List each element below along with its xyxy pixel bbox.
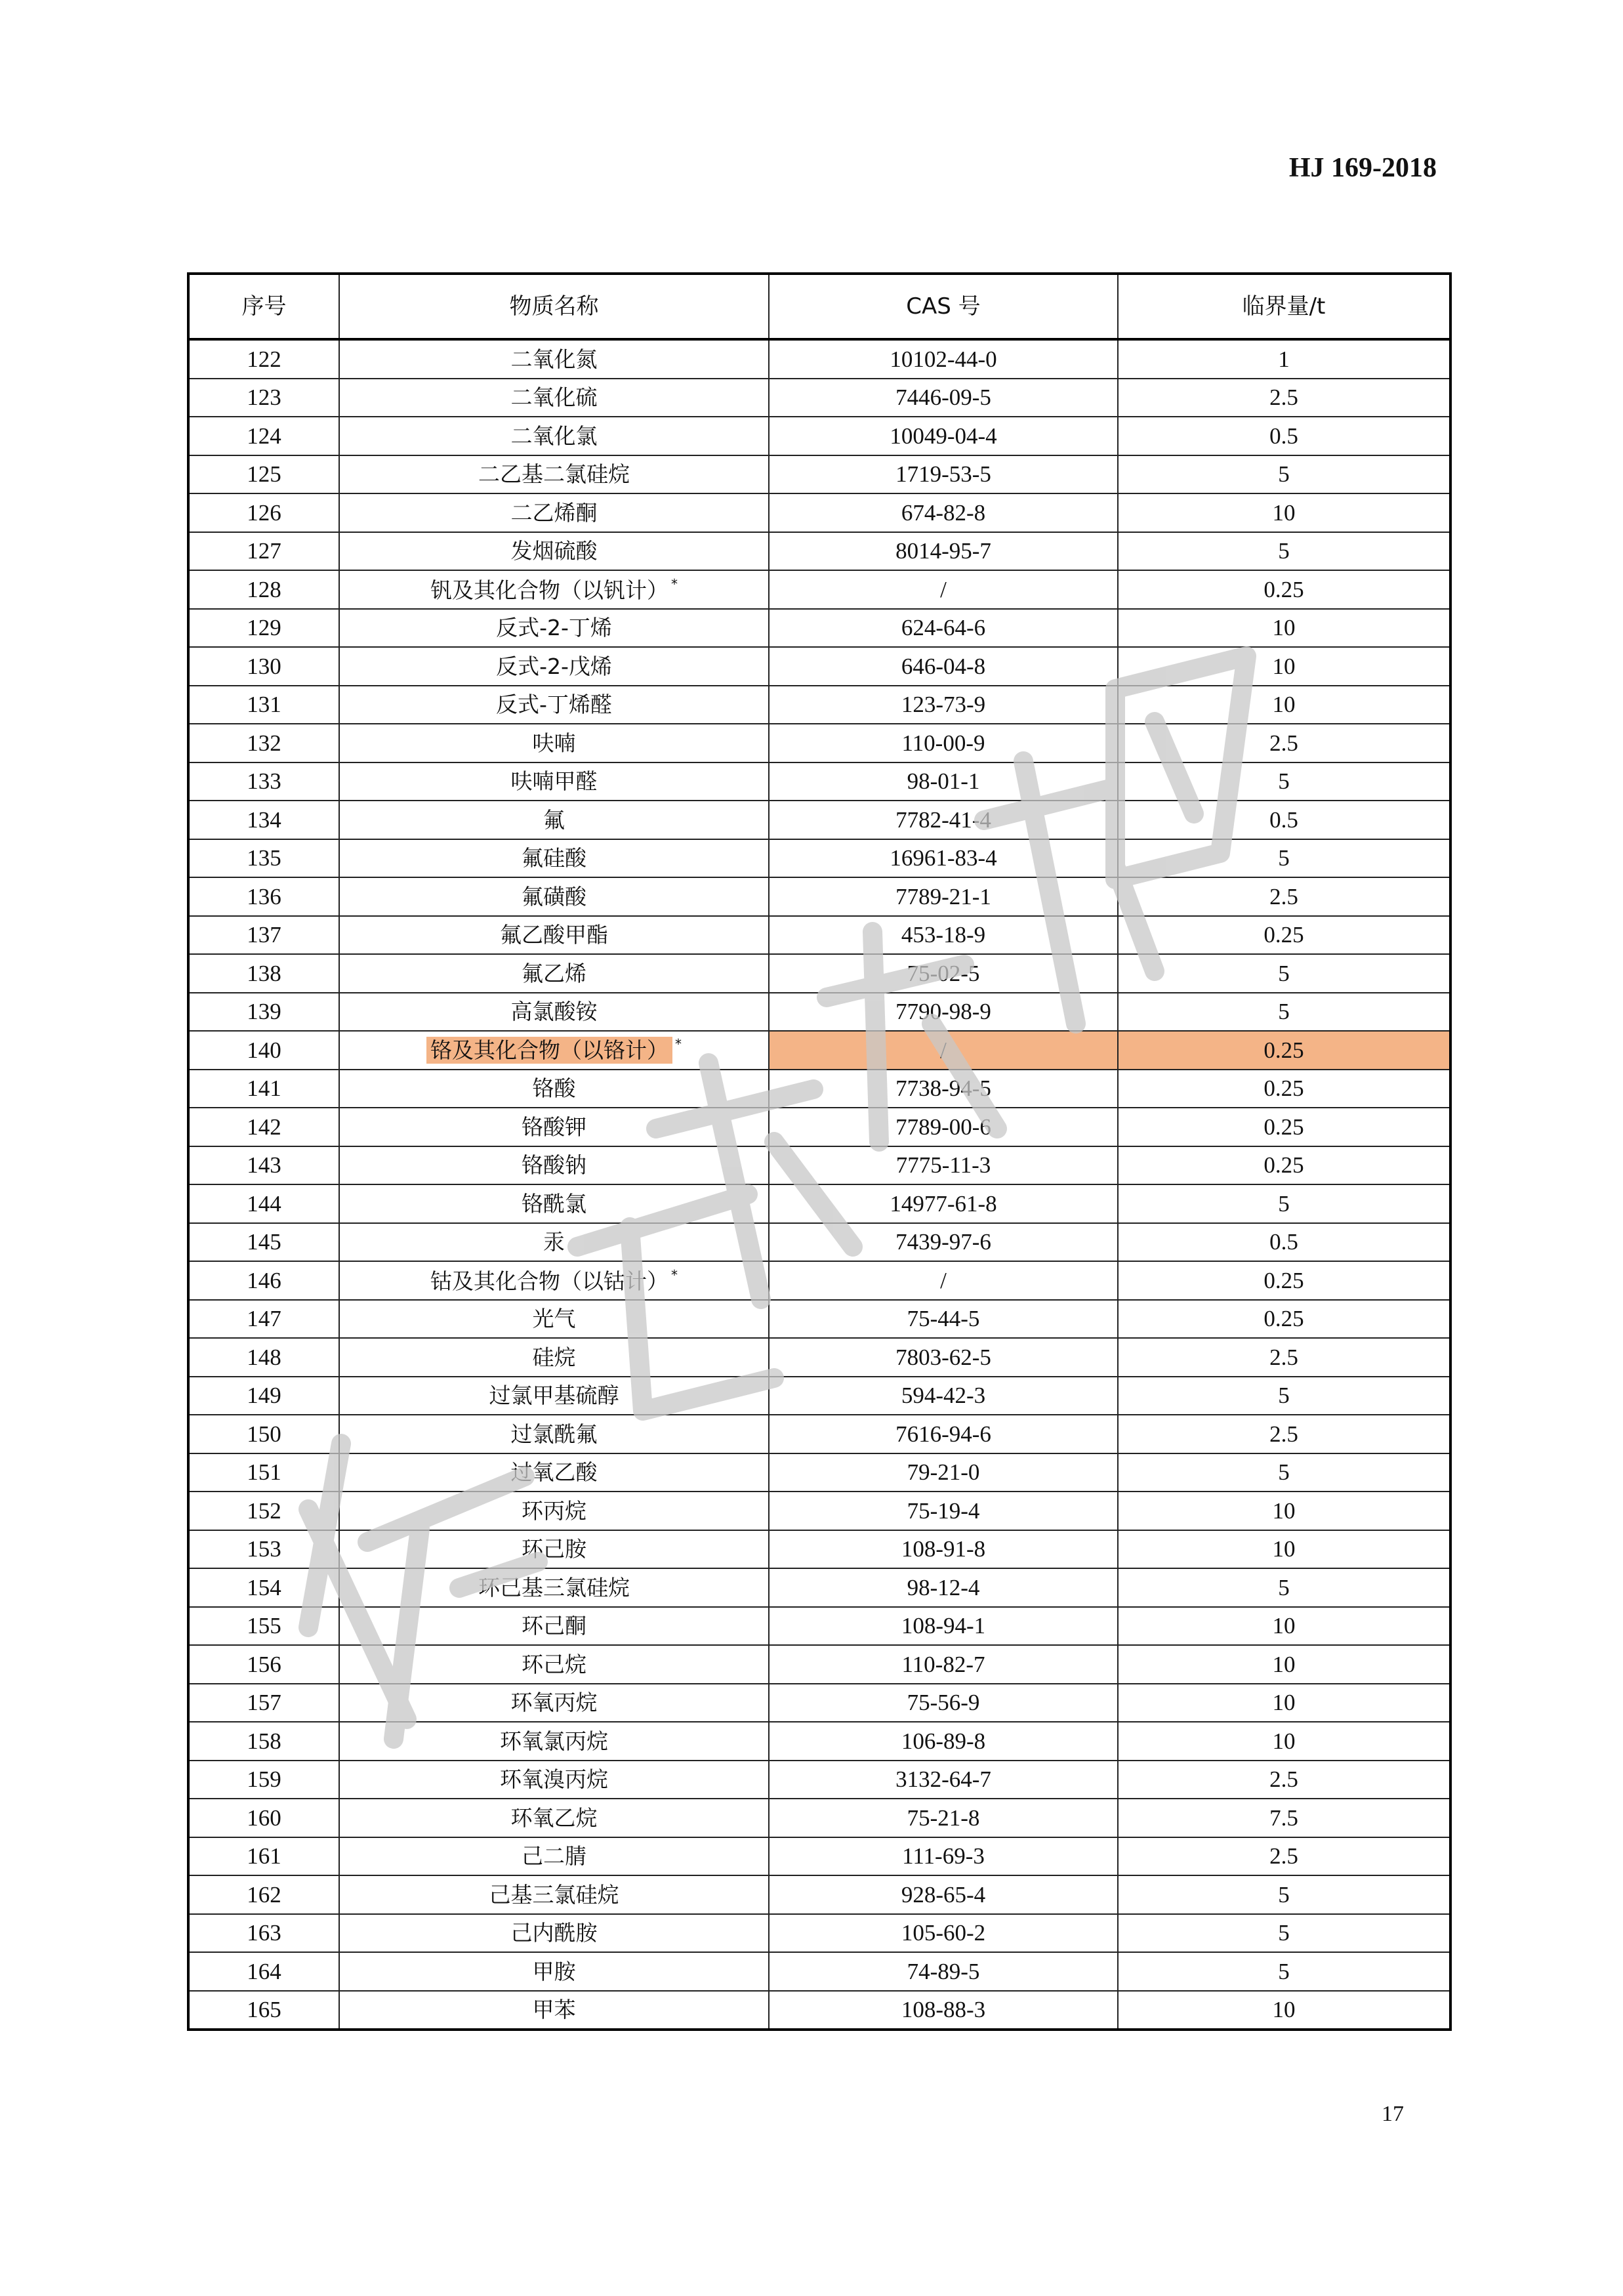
- threshold-quantity-cell: 0.5: [1118, 1223, 1450, 1262]
- cas-number-cell: 123-73-9: [769, 686, 1118, 724]
- threshold-quantity-cell: 0.25: [1118, 1108, 1450, 1146]
- serial-number-cell: 159: [188, 1761, 339, 1799]
- serial-number-cell: 131: [188, 686, 339, 724]
- table-row: [188, 1645, 1450, 1684]
- threshold-quantity-cell: 10: [1118, 1492, 1450, 1530]
- header-threshold-quantity: 临界量/t: [1118, 274, 1450, 339]
- table-row: [188, 1377, 1450, 1415]
- substance-name-cell: [339, 1338, 769, 1377]
- threshold-quantity-cell: 0.25: [1118, 1300, 1450, 1339]
- substance-name-cell: [339, 877, 769, 916]
- substance-name-text: 环己胺: [522, 1536, 586, 1562]
- threshold-quantity-cell: 10: [1118, 1722, 1450, 1761]
- footnote-marker: *: [675, 1035, 682, 1052]
- serial-number-cell: 148: [188, 1338, 339, 1377]
- threshold-quantity-cell: 2.5: [1118, 724, 1450, 762]
- substance-name-text: 铬酰氯: [522, 1190, 586, 1217]
- document-code: HJ 169-2018: [1288, 153, 1437, 183]
- table-row: [188, 455, 1450, 494]
- table-row: [188, 609, 1450, 648]
- cas-number-cell: 75-44-5: [769, 1300, 1118, 1339]
- table-row: [188, 1223, 1450, 1262]
- cas-number-cell: 7782-41-4: [769, 801, 1118, 839]
- cas-number-cell: 7616-94-6: [769, 1415, 1118, 1453]
- cas-number-cell: 1719-53-5: [769, 455, 1118, 494]
- serial-number-cell: 164: [188, 1952, 339, 1991]
- substance-name-text: 环己酮: [522, 1613, 586, 1639]
- serial-number-cell: 139: [188, 993, 339, 1032]
- substance-name-text: 呋喃: [532, 730, 576, 756]
- serial-number-cell: 161: [188, 1837, 339, 1876]
- serial-number-cell: 124: [188, 417, 339, 455]
- table-row: [188, 1261, 1450, 1300]
- page-number: 17: [1382, 2102, 1404, 2126]
- substance-name-cell: [339, 1453, 769, 1492]
- cas-number-cell: 10049-04-4: [769, 417, 1118, 455]
- cas-number-cell: /: [769, 570, 1118, 609]
- serial-number-cell: 150: [188, 1415, 339, 1453]
- threshold-quantity-cell: 5: [1118, 993, 1450, 1032]
- threshold-quantity-cell: 5: [1118, 1184, 1450, 1223]
- table-row: [188, 1492, 1450, 1530]
- table-row: [188, 1875, 1450, 1914]
- cas-number-cell: 75-56-9: [769, 1684, 1118, 1722]
- serial-number-cell: 123: [188, 379, 339, 417]
- substance-name-cell: [339, 1568, 769, 1607]
- cas-number-cell: 98-12-4: [769, 1568, 1118, 1607]
- substance-name-cell: [339, 1492, 769, 1530]
- table-row: [188, 724, 1450, 762]
- table-row: [188, 379, 1450, 417]
- substance-name-cell: [339, 1261, 769, 1300]
- substance-name-text: 环己基三氯硅烷: [478, 1574, 630, 1600]
- substance-name-cell: [339, 1722, 769, 1761]
- serial-number-cell: 144: [188, 1184, 339, 1223]
- serial-number-cell: 153: [188, 1530, 339, 1569]
- table-row: [188, 417, 1450, 455]
- substance-name-text: 铬酸钠: [522, 1152, 586, 1179]
- table-row: [188, 1146, 1450, 1185]
- threshold-quantity-cell: 5: [1118, 1952, 1450, 1991]
- table-row: [188, 570, 1450, 609]
- footnote-marker: *: [671, 576, 678, 593]
- substance-name-text: 二氧化氯: [510, 423, 598, 449]
- threshold-quantity-cell: 10: [1118, 686, 1450, 724]
- substance-name-cell: [339, 1108, 769, 1146]
- substance-name-cell: [339, 493, 769, 532]
- substance-name-cell: [339, 1377, 769, 1415]
- threshold-quantity-cell: 5: [1118, 455, 1450, 494]
- serial-number-cell: 135: [188, 839, 339, 878]
- serial-number-cell: 145: [188, 1223, 339, 1262]
- table-row: [188, 1184, 1450, 1223]
- substance-name-cell: [339, 647, 769, 686]
- substance-name-cell: [339, 1415, 769, 1453]
- threshold-quantity-cell: 10: [1118, 493, 1450, 532]
- substance-name-text: 己基三氯硅烷: [489, 1881, 619, 1908]
- substance-name-text: 环氧丙烷: [510, 1690, 598, 1716]
- substance-name-text: 二乙基二氯硅烷: [478, 461, 630, 488]
- substance-name-cell: [339, 993, 769, 1032]
- cas-number-cell: 7803-62-5: [769, 1338, 1118, 1377]
- threshold-quantity-cell: 0.25: [1118, 1031, 1450, 1070]
- threshold-quantity-cell: 10: [1118, 1684, 1450, 1722]
- serial-number-cell: 137: [188, 916, 339, 955]
- substance-name-cell: [339, 455, 769, 494]
- substance-name-text: 环氧乙烷: [510, 1805, 598, 1831]
- cas-number-cell: 674-82-8: [769, 493, 1118, 532]
- threshold-quantity-cell: 5: [1118, 839, 1450, 878]
- substance-name-cell: [339, 532, 769, 571]
- cas-number-cell: 75-21-8: [769, 1799, 1118, 1837]
- serial-number-cell: 125: [188, 455, 339, 494]
- serial-number-cell: 163: [188, 1914, 339, 1953]
- cas-number-cell: 7446-09-5: [769, 379, 1118, 417]
- table-row: [188, 1799, 1450, 1837]
- substance-name-text: 汞: [543, 1229, 565, 1255]
- header-substance-name: 物质名称: [339, 274, 769, 339]
- table-row: [188, 1761, 1450, 1799]
- substance-name-text: 甲胺: [532, 1958, 576, 1984]
- substance-name-text: 呋喃甲醛: [510, 768, 598, 795]
- serial-number-cell: 127: [188, 532, 339, 571]
- substance-name-text: 二氧化氮: [510, 346, 598, 372]
- threshold-quantity-cell: 10: [1118, 1991, 1450, 2030]
- threshold-quantity-cell: 2.5: [1118, 1338, 1450, 1377]
- serial-number-cell: 140: [188, 1031, 339, 1070]
- substance-name-text: 氟乙酸甲酯: [500, 922, 608, 948]
- substance-name-cell: [339, 1991, 769, 2030]
- substance-name-cell: [339, 1300, 769, 1339]
- serial-number-cell: 149: [188, 1377, 339, 1415]
- cas-number-cell: 108-88-3: [769, 1991, 1118, 2030]
- threshold-quantity-cell: 1: [1118, 339, 1450, 379]
- serial-number-cell: 155: [188, 1607, 339, 1646]
- cas-number-cell: 110-00-9: [769, 724, 1118, 762]
- substance-name-cell: [339, 1031, 769, 1070]
- threshold-quantity-cell: 10: [1118, 1530, 1450, 1569]
- cas-number-cell: 453-18-9: [769, 916, 1118, 955]
- substance-name-cell: [339, 1645, 769, 1684]
- header-serial-number: 序号: [188, 274, 339, 339]
- serial-number-cell: 130: [188, 647, 339, 686]
- substance-name-text: 环氧溴丙烷: [500, 1766, 608, 1793]
- cas-number-cell: 7775-11-3: [769, 1146, 1118, 1185]
- substance-name-cell: [339, 1837, 769, 1876]
- substance-name-text: 氟磺酸: [522, 883, 586, 909]
- threshold-quantity-cell: 5: [1118, 1377, 1450, 1415]
- substance-name-text: 铬酸: [532, 1075, 576, 1102]
- substance-name-cell: [339, 417, 769, 455]
- substance-name-cell: [339, 1875, 769, 1914]
- cas-number-cell: 108-91-8: [769, 1530, 1118, 1569]
- table-row: [188, 1684, 1450, 1722]
- substance-name-text: 环丙烷: [522, 1497, 586, 1524]
- substance-name-cell: [339, 1146, 769, 1185]
- cas-number-cell: 105-60-2: [769, 1914, 1118, 1953]
- serial-number-cell: 143: [188, 1146, 339, 1185]
- substance-name-cell: [339, 1761, 769, 1799]
- serial-number-cell: 147: [188, 1300, 339, 1339]
- substance-name-text: 钒及其化合物（以钒计）: [430, 577, 668, 604]
- threshold-quantity-cell: 10: [1118, 1645, 1450, 1684]
- serial-number-cell: 133: [188, 762, 339, 801]
- serial-number-cell: 134: [188, 801, 339, 839]
- substance-name-text: 己内酰胺: [510, 1920, 598, 1946]
- substance-name-text: 高氯酸铵: [510, 999, 598, 1025]
- substance-name-cell: [339, 1952, 769, 1991]
- substance-name-cell: [339, 686, 769, 724]
- substance-name-cell: [339, 801, 769, 839]
- substance-name-text: 过氧乙酸: [510, 1459, 598, 1486]
- substance-name-cell: [339, 1607, 769, 1646]
- serial-number-cell: 146: [188, 1261, 339, 1300]
- table-row: [188, 1415, 1450, 1453]
- serial-number-cell: 157: [188, 1684, 339, 1722]
- threshold-quantity-cell: 10: [1118, 1607, 1450, 1646]
- threshold-quantity-cell: 2.5: [1118, 379, 1450, 417]
- cas-number-cell: /: [769, 1031, 1118, 1070]
- substance-name-cell: [339, 839, 769, 878]
- substance-name-cell: [339, 1223, 769, 1262]
- substance-name-cell: [339, 916, 769, 955]
- threshold-quantity-cell: 0.5: [1118, 417, 1450, 455]
- cas-number-cell: 928-65-4: [769, 1875, 1118, 1914]
- substance-name-text: 氟乙烯: [522, 960, 586, 986]
- substance-name-text: 反式-2-丁烯: [496, 615, 612, 641]
- substance-name-cell: [339, 339, 769, 379]
- table-row: [188, 1300, 1450, 1339]
- serial-number-cell: 128: [188, 570, 339, 609]
- table-row: [188, 1722, 1450, 1761]
- table-row: [188, 1568, 1450, 1607]
- substance-name-text: 氟: [543, 806, 565, 833]
- substance-name-cell: [339, 1684, 769, 1722]
- serial-number-cell: 126: [188, 493, 339, 532]
- substance-name-cell: [339, 1184, 769, 1223]
- threshold-quantity-cell: 5: [1118, 1453, 1450, 1492]
- cas-number-cell: 3132-64-7: [769, 1761, 1118, 1799]
- table-row: [188, 1108, 1450, 1146]
- substance-name-text: 己二腈: [522, 1843, 586, 1869]
- serial-number-cell: 160: [188, 1799, 339, 1837]
- threshold-quantity-cell: 2.5: [1118, 1837, 1450, 1876]
- footnote-marker: *: [671, 1267, 678, 1284]
- serial-number-cell: 152: [188, 1492, 339, 1530]
- threshold-quantity-cell: 5: [1118, 1568, 1450, 1607]
- substance-name-text: 甲苯: [532, 1997, 576, 2023]
- cas-number-cell: 10102-44-0: [769, 339, 1118, 379]
- cas-number-cell: /: [769, 1261, 1118, 1300]
- table-row: [188, 1530, 1450, 1569]
- threshold-quantity-cell: 5: [1118, 1875, 1450, 1914]
- serial-number-cell: 129: [188, 609, 339, 648]
- serial-number-cell: 154: [188, 1568, 339, 1607]
- highlight-mark: [426, 1037, 672, 1064]
- serial-number-cell: 158: [188, 1722, 339, 1761]
- serial-number-cell: 122: [188, 339, 339, 379]
- table-row: [188, 839, 1450, 878]
- table-row: [188, 1453, 1450, 1492]
- threshold-quantity-cell: 10: [1118, 647, 1450, 686]
- serial-number-cell: 151: [188, 1453, 339, 1492]
- cas-number-cell: 624-64-6: [769, 609, 1118, 648]
- cas-number-cell: 7790-98-9: [769, 993, 1118, 1032]
- table-row: [188, 1837, 1450, 1876]
- substance-name-text: 过氯甲基硫醇: [489, 1383, 619, 1409]
- serial-number-cell: 132: [188, 724, 339, 762]
- table-row: [188, 801, 1450, 839]
- table-row: [188, 1952, 1450, 1991]
- substance-table: [187, 272, 1452, 2031]
- substance-name-cell: [339, 570, 769, 609]
- table-row: [188, 762, 1450, 801]
- cas-number-cell: 7738-94-5: [769, 1070, 1118, 1108]
- cas-number-cell: 594-42-3: [769, 1377, 1118, 1415]
- threshold-quantity-cell: 0.25: [1118, 916, 1450, 955]
- table-header-row: [188, 274, 1450, 339]
- cas-number-cell: 110-82-7: [769, 1645, 1118, 1684]
- threshold-quantity-cell: 2.5: [1118, 1761, 1450, 1799]
- substance-name-cell: [339, 1070, 769, 1108]
- cas-number-cell: 75-02-5: [769, 954, 1118, 993]
- substance-name-cell: [339, 609, 769, 648]
- table-row: [188, 993, 1450, 1032]
- serial-number-cell: 162: [188, 1875, 339, 1914]
- substance-name-text: 环氧氯丙烷: [500, 1728, 608, 1754]
- substance-name-text: 光气: [532, 1306, 576, 1332]
- serial-number-cell: 156: [188, 1645, 339, 1684]
- substance-name-text: 二氧化硫: [510, 385, 598, 411]
- substance-name-text: 过氯酰氟: [510, 1421, 598, 1447]
- threshold-quantity-cell: 5: [1118, 954, 1450, 993]
- table-row: [188, 1991, 1450, 2030]
- cas-number-cell: 108-94-1: [769, 1607, 1118, 1646]
- cas-number-cell: 79-21-0: [769, 1453, 1118, 1492]
- cas-number-cell: 8014-95-7: [769, 532, 1118, 571]
- table-row: [188, 954, 1450, 993]
- cas-number-cell: 74-89-5: [769, 1952, 1118, 1991]
- substance-name-cell: [339, 724, 769, 762]
- cas-number-cell: 7789-21-1: [769, 877, 1118, 916]
- threshold-quantity-cell: 0.5: [1118, 801, 1450, 839]
- table-row: [188, 493, 1450, 532]
- substance-name-text: 发烟硫酸: [510, 538, 598, 564]
- substance-name-cell: [339, 954, 769, 993]
- table-row: [188, 877, 1450, 916]
- table-row: [188, 647, 1450, 686]
- serial-number-cell: 165: [188, 1991, 339, 2030]
- cas-number-cell: 98-01-1: [769, 762, 1118, 801]
- substance-name-cell: [339, 379, 769, 417]
- table-row: [188, 1338, 1450, 1377]
- cas-number-cell: 646-04-8: [769, 647, 1118, 686]
- threshold-quantity-cell: 0.25: [1118, 1146, 1450, 1185]
- substance-name-text: 钴及其化合物（以钴计）: [430, 1268, 668, 1295]
- substance-name-text: 硅烷: [532, 1344, 576, 1370]
- table-row: [188, 532, 1450, 571]
- substance-name-text: 氟硅酸: [522, 845, 586, 871]
- header-cas-number: CAS 号: [769, 274, 1118, 339]
- threshold-quantity-cell: 10: [1118, 609, 1450, 648]
- cas-number-cell: 14977-61-8: [769, 1184, 1118, 1223]
- substance-name-cell: [339, 762, 769, 801]
- threshold-quantity-cell: 2.5: [1118, 1415, 1450, 1453]
- substance-name-text: 铬及其化合物（以铬计）: [430, 1037, 668, 1063]
- substance-name-text: 环己烷: [522, 1651, 586, 1677]
- cas-number-cell: 106-89-8: [769, 1722, 1118, 1761]
- substance-name-cell: [339, 1914, 769, 1953]
- threshold-quantity-cell: 0.25: [1118, 1261, 1450, 1300]
- threshold-quantity-cell: 5: [1118, 1914, 1450, 1953]
- threshold-quantity-cell: 7.5: [1118, 1799, 1450, 1837]
- table-row: [188, 1031, 1450, 1070]
- cas-number-cell: 7789-00-6: [769, 1108, 1118, 1146]
- cas-number-cell: 111-69-3: [769, 1837, 1118, 1876]
- substance-name-cell: [339, 1799, 769, 1837]
- cas-number-cell: 7439-97-6: [769, 1223, 1118, 1262]
- threshold-quantity-cell: 5: [1118, 762, 1450, 801]
- serial-number-cell: 138: [188, 954, 339, 993]
- serial-number-cell: 136: [188, 877, 339, 916]
- table-row: [188, 686, 1450, 724]
- threshold-quantity-cell: 5: [1118, 532, 1450, 571]
- table-row: [188, 339, 1450, 379]
- serial-number-cell: 141: [188, 1070, 339, 1108]
- cas-number-cell: 16961-83-4: [769, 839, 1118, 878]
- threshold-quantity-cell: 2.5: [1118, 877, 1450, 916]
- table-row: [188, 1070, 1450, 1108]
- substance-name-text: 铬酸钾: [522, 1114, 586, 1140]
- substance-name-cell: [339, 1530, 769, 1569]
- table-row: [188, 1607, 1450, 1646]
- threshold-quantity-cell: 0.25: [1118, 1070, 1450, 1108]
- substance-name-text: 二乙烯酮: [510, 499, 598, 526]
- substance-name-text: 反式-2-戊烯: [496, 653, 612, 679]
- table-row: [188, 1914, 1450, 1953]
- cas-number-cell: 75-19-4: [769, 1492, 1118, 1530]
- substance-name-text: 反式-丁烯醛: [496, 692, 612, 718]
- threshold-quantity-cell: 0.25: [1118, 570, 1450, 609]
- serial-number-cell: 142: [188, 1108, 339, 1146]
- table-row: [188, 916, 1450, 955]
